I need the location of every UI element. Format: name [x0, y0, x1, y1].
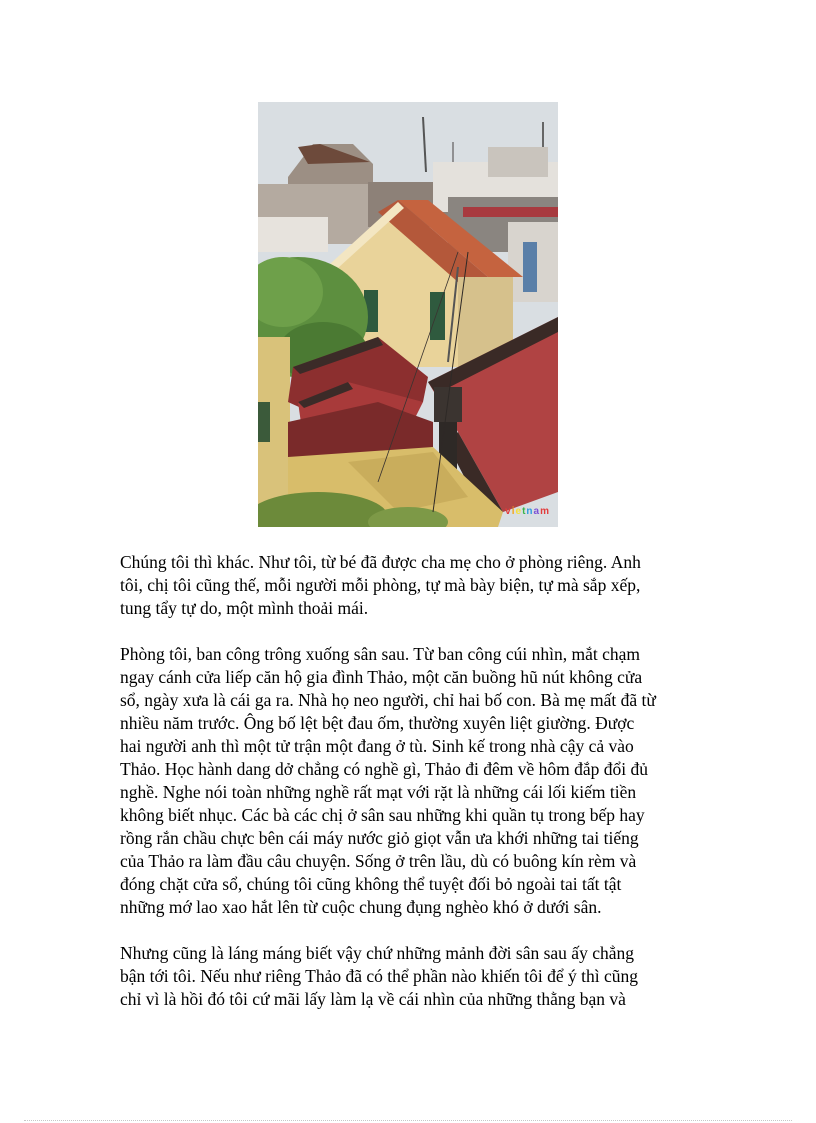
watermark-letter: n [526, 506, 534, 517]
text-line: rồng rắn chầu chực bên cái máy nước giỏ giọt vẫn ưa khới những tai tiếng [120, 828, 639, 848]
text-line: bận tới tôi. Nếu như riêng Thảo đã có thể phần nào khiến tôi để ý thì cũng [120, 966, 639, 986]
text-line: nhiều năm trước. Ông bố lệt bệt đau ốm, thường xuyên liệt giường. Được [120, 713, 635, 733]
text-line: của Thảo ra làm đầu câu chuyện. Sống ở trên lầu, dù có buông kín rèm và [120, 851, 637, 871]
watermark-letter: m [540, 506, 550, 517]
watermark-letter: i [511, 506, 516, 517]
watermark-letter: v [505, 506, 512, 517]
paragraph-gap [120, 620, 700, 643]
text-line: Nhưng cũng là láng máng biết vậy chứ những mảnh đời sân sau ấy chẳng [120, 943, 634, 963]
text-line: sổ, ngày xưa là cái ga ra. Nhà họ neo người, chỉ hai bố con. Bà mẹ mất đã từ [120, 690, 656, 710]
text-line: hai người anh thì một tử trận một đang ở tù. Sinh kế trong nhà cậy cả vào [120, 736, 634, 756]
paragraph-1 [120, 551, 700, 620]
text-line: ngay cánh cửa liếp căn hộ gia đình Thảo, một căn buồng hũ nút không cửa [120, 667, 643, 687]
watermark-letter: e [515, 506, 523, 517]
text-line: tung tẩy tự do, một mình thoải mái. [120, 598, 369, 618]
text-line: Chúng tôi thì khác. Như tôi, từ bé đã được cha mẹ cho ở phòng riêng. Anh [120, 552, 641, 572]
text-line: chỉ vì là hồi đó tôi cứ mãi lấy làm lạ về cái nhìn của những thằng bạn và [120, 989, 626, 1009]
text-line: nghề. Nghe nói toàn những nghề rất mạt với rặt là những cái lối kiếm tiền [120, 782, 637, 802]
paragraph-2 [120, 643, 700, 919]
text-line: Thảo. Học hành dang dở chẳng có nghề gì, Thảo đi đêm về hôm đắp đổi đủ [120, 759, 648, 779]
paragraph-3 [120, 942, 700, 1011]
text-line: không biết nhục. Các bà các chị ở sân sau những khi quần tụ trong bếp hay [120, 805, 645, 825]
paragraph-gap [120, 919, 700, 942]
text-line: tôi, chị tôi cũng thế, mỗi người mỗi phòng, tự mà bày biện, tự mà sắp xếp, [120, 575, 641, 595]
rooftops-photo [258, 102, 558, 527]
text-line: đóng chặt cửa sổ, chúng tôi cũng không thể tuyệt đối bỏ ngoài tai tất tật [120, 874, 622, 894]
watermark-letter: a [533, 506, 541, 517]
text-line: Phòng tôi, ban công trông xuống sân sau. Từ ban công cúi nhìn, mắt chạm [120, 644, 640, 664]
text-line: những mớ lao xao hắt lên từ cuộc chung đụng nghèo khó ở dưới sân. [120, 897, 602, 917]
page-bottom-rule [24, 1120, 792, 1121]
body-text [120, 551, 700, 1011]
watermark-letter: t [522, 506, 527, 517]
photo-watermark [505, 506, 550, 517]
